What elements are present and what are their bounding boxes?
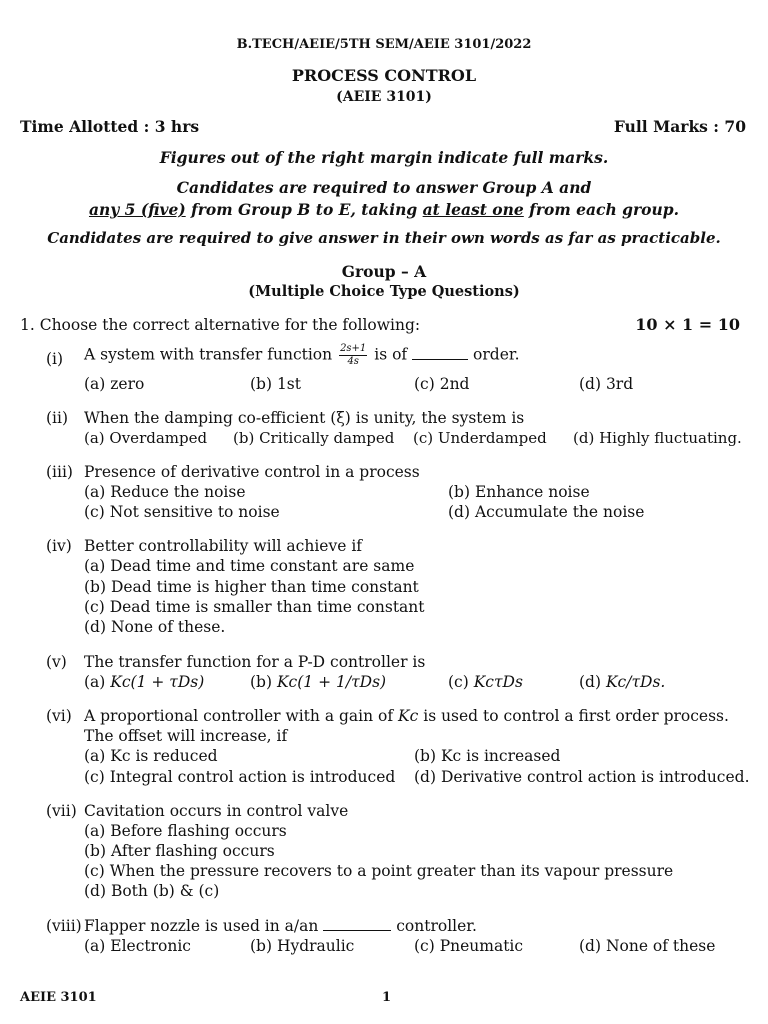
footer-code: AEIE 3101: [20, 990, 97, 1005]
item-v-number: (v): [46, 653, 67, 671]
instruction-end-text: from each group.: [523, 200, 680, 219]
item-iv-question: Better controllability will achieve if: [84, 537, 363, 555]
item-ii-question: When the damping co-efficient (ξ) is unity, the system is: [84, 409, 525, 427]
item-iv-option-a: (a) Dead time and time constant are same: [84, 557, 415, 575]
item-v-option-a: [84, 673, 204, 691]
subject-code: (AEIE 3101): [336, 89, 432, 105]
item-v-option-b: [250, 673, 386, 691]
item-viii-number: (viii): [46, 917, 82, 935]
item-vi-option-a: (a) Kc is reduced: [84, 747, 218, 765]
item-i-question: [84, 343, 520, 368]
full-marks: Full Marks : 70: [613, 117, 746, 136]
question-1-text: 1. Choose the correct alternative for the following:: [20, 316, 421, 334]
item-ii-option-b: (b) Critically damped: [233, 429, 395, 447]
item-vi-number: (vi): [46, 707, 72, 725]
item-viii-option-b: (b) Hydraulic: [250, 937, 355, 955]
item-vii-option-d: (d) Both (b) & (c): [84, 882, 220, 900]
answer-blank: [412, 358, 468, 360]
option-d-label: (d): [579, 673, 602, 691]
instruction-group-selection: [0, 200, 768, 219]
item-i-pre: A system with transfer function: [84, 345, 333, 364]
item-i-option-d: (d) 3rd: [579, 375, 634, 393]
item-iii-number: (iii): [46, 463, 73, 481]
item-vii-option-c: (c) When the pressure recovers to a point greater than its vapour pressure: [84, 862, 674, 880]
item-viii-pre: Flapper nozzle is used in a/an: [84, 917, 319, 935]
item-i-option-a: (a) zero: [84, 375, 145, 393]
item-vi-q1b: is used to control a first order process.: [423, 707, 729, 725]
option-a-label: (a): [84, 673, 106, 691]
item-ii-option-c: (c) Underdamped: [413, 429, 547, 447]
item-i-post: is of: [374, 345, 408, 364]
option-b-label: (b): [250, 673, 273, 691]
instruction-own-words: Candidates are required to give answer in their own words as far as practicable.: [47, 229, 721, 247]
instruction-answer-groups: Candidates are required to answer Group A and: [176, 178, 592, 197]
item-viii-post: controller.: [396, 917, 477, 935]
item-iii-option-a: (a) Reduce the noise: [84, 483, 246, 501]
item-iv-number: (iv): [46, 537, 72, 555]
instruction-marks: Figures out of the right margin indicate full marks.: [159, 148, 609, 167]
item-iii-option-c: (c) Not sensitive to noise: [84, 503, 280, 521]
item-vi-gain-symbol: Kc: [398, 707, 419, 725]
paper-title: PROCESS CONTROL: [291, 66, 477, 85]
option-a-formula: Kc(1 + τDs): [110, 673, 205, 691]
item-vi-option-b: (b) Kc is increased: [414, 747, 561, 765]
any-five-text: any 5 (five): [88, 200, 186, 219]
item-vii-option-b: (b) After flashing occurs: [84, 842, 275, 860]
item-viii-option-d: (d) None of these: [579, 937, 716, 955]
item-iii-option-d: (d) Accumulate the noise: [448, 503, 645, 521]
option-c-label: (c): [448, 673, 469, 691]
item-iv-option-d: (d) None of these.: [84, 618, 226, 636]
item-iii-question: Presence of derivative control in a process: [84, 463, 420, 481]
item-vi-question-line1: [84, 707, 748, 725]
option-b-formula: Kc(1 + 1/τDs): [276, 673, 387, 691]
item-vii-option-a: (a) Before flashing occurs: [84, 822, 287, 840]
time-allotted: Time Allotted : 3 hrs: [20, 117, 200, 136]
item-v-option-d: [579, 673, 665, 691]
item-vi-option-d: (d) Derivative control action is introduced.: [414, 768, 750, 786]
transfer-function-fraction: [339, 343, 367, 368]
item-vi-question-line2: The offset will increase, if: [84, 727, 288, 745]
item-ii-option-a: (a) Overdamped: [84, 429, 208, 447]
item-iv-option-c: (c) Dead time is smaller than time constant: [84, 598, 425, 616]
option-d-formula: Kc/τDs.: [605, 673, 666, 691]
group-title: Group – A: [341, 262, 427, 281]
item-i-post2: order.: [473, 345, 520, 364]
item-vi-option-c: (c) Integral control action is introduced: [84, 768, 396, 786]
item-i-option-c: (c) 2nd: [414, 375, 470, 393]
item-iii-option-b: (b) Enhance noise: [448, 483, 590, 501]
item-ii-number: (ii): [46, 409, 69, 427]
item-v-question: The transfer function for a P-D controller is: [84, 653, 426, 671]
item-v-option-c: [448, 673, 523, 691]
item-viii-option-c: (c) Pneumatic: [414, 937, 524, 955]
item-i-option-b: (b) 1st: [250, 375, 301, 393]
item-i-number: (i): [46, 350, 64, 368]
item-vii-number: (vii): [46, 802, 77, 820]
item-vi-q1a: A proportional controller with a gain of: [84, 707, 394, 725]
instruction-mid-text: from Group B to E, taking: [185, 200, 423, 219]
page-number: 1: [382, 990, 392, 1005]
option-c-formula: KcτDs: [473, 673, 523, 691]
answer-blank: [323, 929, 391, 931]
question-1-marks: 10 × 1 = 10: [635, 315, 740, 334]
item-viii-option-a: (a) Electronic: [84, 937, 191, 955]
course-code-line: B.TECH/AEIE/5TH SEM/AEIE 3101/2022: [236, 37, 532, 52]
item-viii-question: [84, 917, 477, 935]
item-iv-option-b: (b) Dead time is higher than time constant: [84, 578, 419, 596]
group-subtitle: (Multiple Choice Type Questions): [248, 283, 520, 300]
item-vii-question: Cavitation occurs in control valve: [84, 802, 349, 820]
item-ii-option-d: (d) Highly fluctuating.: [573, 429, 742, 447]
at-least-one-text: at least one: [422, 200, 524, 219]
fraction-denominator: 4s: [347, 356, 359, 367]
fraction-numerator: 2s+1: [340, 343, 367, 354]
